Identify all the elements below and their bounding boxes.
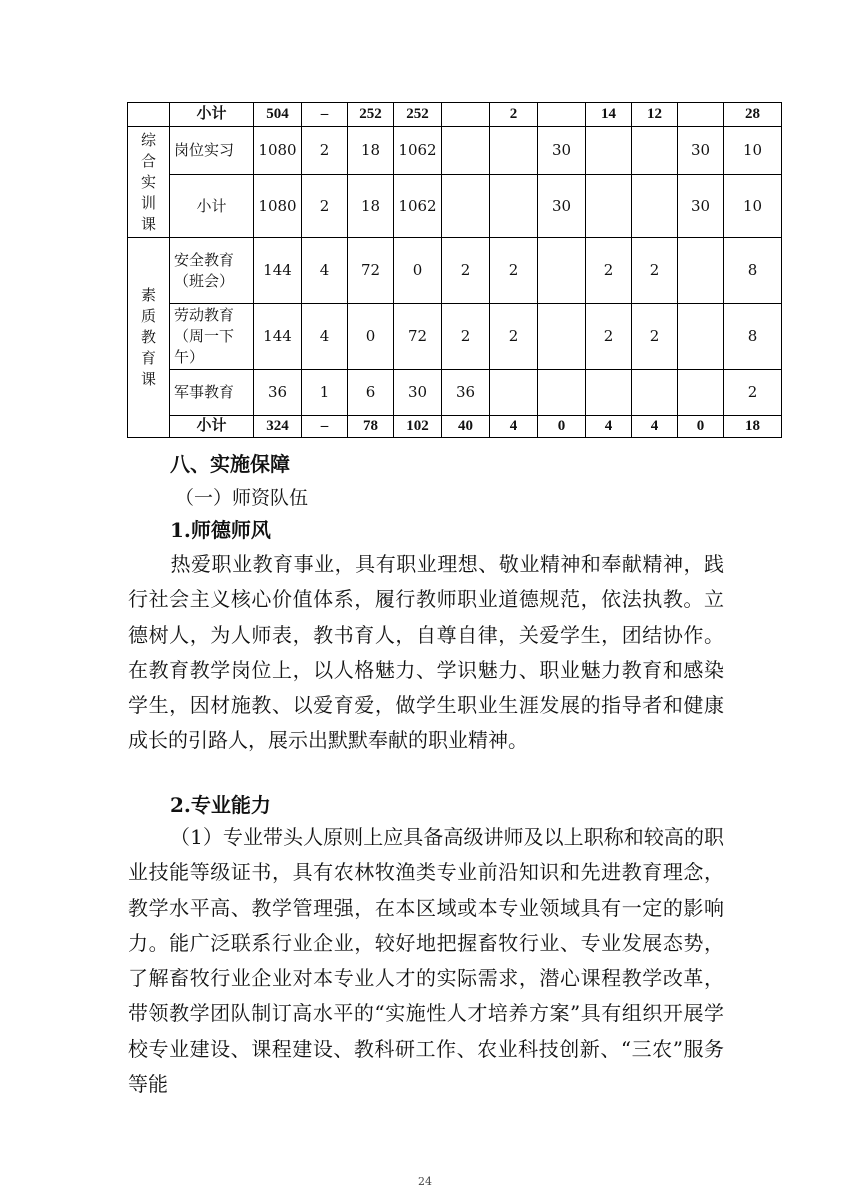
table-row bbox=[128, 238, 782, 304]
table-cell bbox=[586, 175, 632, 238]
table-cell: 1062 bbox=[394, 127, 442, 175]
table-cell: 8 bbox=[724, 238, 782, 304]
table-cell: 30 bbox=[538, 175, 586, 238]
table-cell: 40 bbox=[442, 416, 490, 438]
table-cell: 504 bbox=[254, 103, 302, 127]
table-cell: 30 bbox=[678, 127, 724, 175]
curriculum-table bbox=[127, 102, 782, 438]
table-cell: 2 bbox=[442, 304, 490, 370]
table-cell: 30 bbox=[678, 175, 724, 238]
table-cell: 2 bbox=[586, 304, 632, 370]
table-cell: 2 bbox=[490, 304, 538, 370]
table-cell: 18 bbox=[724, 416, 782, 438]
table-cell bbox=[128, 103, 170, 127]
table-cell: 10 bbox=[724, 175, 782, 238]
paragraph-competence: （1）专业带头人原则上应具备高级讲师及以上职称和较高的职业技能等级证书，具有农林牧渔类专业前沿知识和先进教育理念，教学水平高、教学管理强，在本区域或本专业领域具有一定的影响力。能广泛联系行业企业，较好地把握畜牧行业、专业发展态势，了解畜牧行业企业对本专业人才的实际需求，潜心课程教学改革，带领教学团队制订高水平的“实施性人才培养方案”具有组织开展学校专业建设、课程建设、教科研工作、农业科技创新、“三农”服务等能 bbox=[128, 825, 724, 1097]
table-row bbox=[128, 127, 782, 175]
table-cell: 252 bbox=[348, 103, 394, 127]
table-cell bbox=[678, 370, 724, 416]
table-row bbox=[128, 416, 782, 438]
table-cell: 14 bbox=[586, 103, 632, 127]
table-cell: 安全教育（班会） bbox=[170, 238, 254, 304]
table-cell: 36 bbox=[254, 370, 302, 416]
table-cell: 1080 bbox=[254, 175, 302, 238]
table-cell bbox=[538, 103, 586, 127]
table-cell: 144 bbox=[254, 238, 302, 304]
table-cell bbox=[538, 304, 586, 370]
table-cell: 4 bbox=[586, 416, 632, 438]
heading-ethics: 1.师德师风 bbox=[170, 518, 271, 542]
table-cell bbox=[490, 127, 538, 175]
table-cell: 4 bbox=[302, 238, 348, 304]
table-cell: 小计 bbox=[170, 416, 254, 438]
table-cell: 2 bbox=[442, 238, 490, 304]
table-cell bbox=[678, 238, 724, 304]
table-row bbox=[128, 103, 782, 127]
table-row bbox=[128, 304, 782, 370]
table-cell: 岗位实习 bbox=[170, 127, 254, 175]
table-cell: – bbox=[302, 416, 348, 438]
table-cell: 0 bbox=[394, 238, 442, 304]
table-cell: 324 bbox=[254, 416, 302, 438]
table-cell bbox=[678, 304, 724, 370]
table-cell: – bbox=[302, 103, 348, 127]
subsection-title: （一）师资队伍 bbox=[175, 487, 309, 509]
table-cell bbox=[538, 370, 586, 416]
table-cell bbox=[632, 175, 678, 238]
group-label-comprehensive: 综 合 实 训 课 bbox=[128, 127, 170, 238]
table-cell: 28 bbox=[724, 103, 782, 127]
table-cell: 2 bbox=[632, 238, 678, 304]
table-cell bbox=[586, 370, 632, 416]
table-cell: 0 bbox=[348, 304, 394, 370]
table-cell: 10 bbox=[724, 127, 782, 175]
table-cell: 小计 bbox=[170, 103, 254, 127]
table-cell: 4 bbox=[302, 304, 348, 370]
table-cell: 2 bbox=[302, 175, 348, 238]
table-row bbox=[128, 370, 782, 416]
table-cell: 4 bbox=[632, 416, 678, 438]
table-cell bbox=[586, 127, 632, 175]
table-cell: 30 bbox=[394, 370, 442, 416]
table-cell bbox=[490, 370, 538, 416]
table-cell: 36 bbox=[442, 370, 490, 416]
table-cell: 2 bbox=[586, 238, 632, 304]
table-cell: 8 bbox=[724, 304, 782, 370]
table-cell: 2 bbox=[490, 238, 538, 304]
table-cell bbox=[538, 238, 586, 304]
table-cell: 0 bbox=[678, 416, 724, 438]
table-cell: 0 bbox=[538, 416, 586, 438]
table-cell: 2 bbox=[302, 127, 348, 175]
heading-competence: 2.专业能力 bbox=[170, 793, 271, 817]
page-number: 24 bbox=[418, 1175, 432, 1188]
table-cell: 小计 bbox=[170, 175, 254, 238]
table-cell: 144 bbox=[254, 304, 302, 370]
table-cell: 4 bbox=[490, 416, 538, 438]
table-cell: 18 bbox=[348, 175, 394, 238]
table-cell: 2 bbox=[632, 304, 678, 370]
table-cell: 1 bbox=[302, 370, 348, 416]
section-title: 八、实施保障 bbox=[170, 452, 290, 476]
table-cell: 劳动教育（周一下午） bbox=[170, 304, 254, 370]
table-cell: 2 bbox=[724, 370, 782, 416]
table-cell: 12 bbox=[632, 103, 678, 127]
table-cell: 1080 bbox=[254, 127, 302, 175]
table-cell bbox=[442, 175, 490, 238]
table-cell: 6 bbox=[348, 370, 394, 416]
table-cell: 72 bbox=[394, 304, 442, 370]
table-cell: 252 bbox=[394, 103, 442, 127]
table-cell: 1062 bbox=[394, 175, 442, 238]
table-cell: 18 bbox=[348, 127, 394, 175]
table-row bbox=[128, 175, 782, 238]
group-label-quality: 素 质 教 育 课 bbox=[128, 238, 170, 438]
table-cell: 军事教育 bbox=[170, 370, 254, 416]
table-cell: 30 bbox=[538, 127, 586, 175]
table-cell bbox=[442, 127, 490, 175]
table-cell: 72 bbox=[348, 238, 394, 304]
paragraph-ethics: 热爱职业教育事业，具有职业理想、敬业精神和奉献精神，践行社会主义核心价值体系，履行教师职业道德规范，依法执教。立德树人，为人师表，教书育人，自尊自律，关爱学生，团结协作。在教育教学岗位上，以人格魅力、学识魅力、职业魅力教育和感染学生，因材施教、以爱育爱，做学生职业生涯发展的指导者和健康成长的引路人，展示出默默奉献的职业精神。 bbox=[128, 552, 724, 753]
table-cell bbox=[632, 370, 678, 416]
table-cell bbox=[632, 127, 678, 175]
table-cell: 2 bbox=[490, 103, 538, 127]
table-cell: 102 bbox=[394, 416, 442, 438]
table-cell bbox=[490, 175, 538, 238]
table-cell: 78 bbox=[348, 416, 394, 438]
table-cell bbox=[442, 103, 490, 127]
table-cell bbox=[678, 103, 724, 127]
